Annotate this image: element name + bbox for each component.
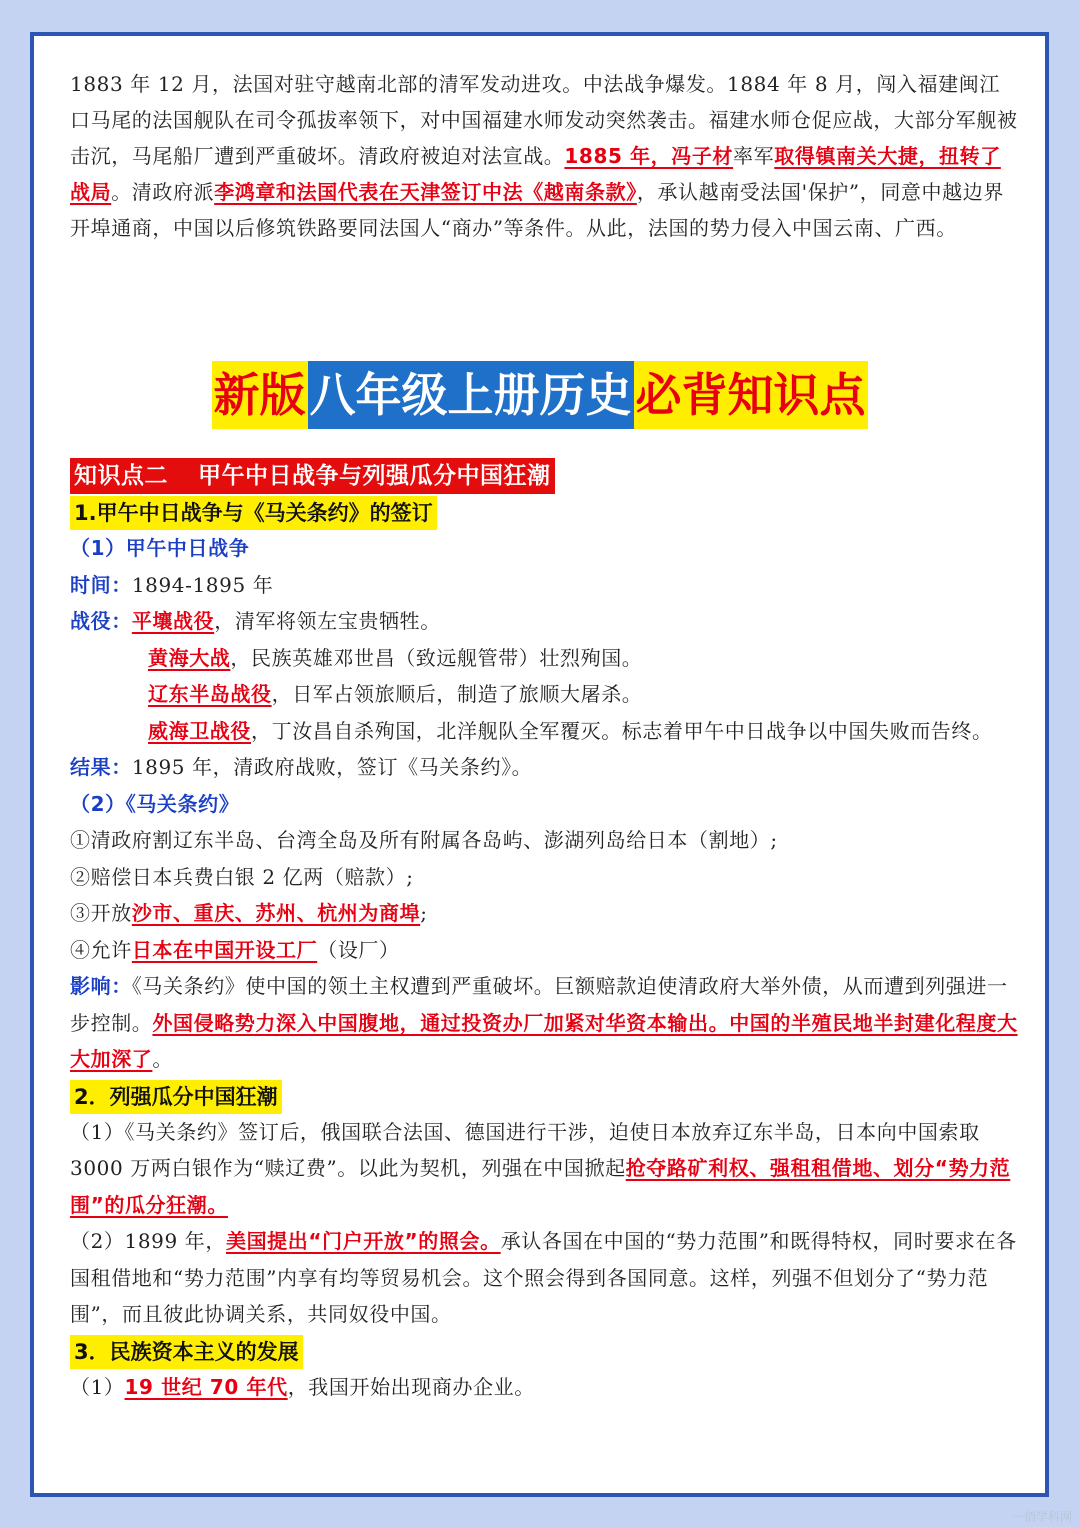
paragraph-text: ，承认越南受法国'保护”，同意中越边界开埠通商，中国以后修筑铁路要同法国人“商办”等条件。从此，法国的势力侵入中国云南、广西。 bbox=[70, 180, 1004, 240]
subheading-1: 1.甲午中日战争与《马关条约》的签订 bbox=[70, 496, 437, 530]
battle-label: 战役： bbox=[70, 609, 132, 633]
result-label: 结果： bbox=[70, 755, 132, 779]
partition-para-2 bbox=[70, 1223, 1020, 1333]
banner-part-2: 八年级上册历史 bbox=[308, 361, 634, 429]
battle-row-4 bbox=[70, 713, 1020, 750]
battle-name: 辽东半岛战役 bbox=[148, 682, 272, 706]
section-number: 知识点二 bbox=[74, 463, 168, 489]
impact-text: 。 bbox=[152, 1047, 174, 1071]
treaty-item-1: ①清政府割辽东半岛、台湾全岛及所有附属各岛屿、澎湖列岛给日本（割地）; bbox=[70, 828, 778, 852]
treaty-text: （设厂） bbox=[317, 937, 400, 962]
time-row bbox=[70, 567, 1020, 604]
treaty-highlight: 沙市、重庆、苏州、杭州为商埠 bbox=[131, 901, 421, 925]
result-value: 1895 年，清政府战败，签订《马关条约》。 bbox=[131, 755, 533, 779]
subheading-2: 2．列强瓜分中国狂潮 bbox=[70, 1080, 282, 1114]
impact-row bbox=[70, 968, 1020, 1078]
paragraph-text: 率军 bbox=[733, 144, 775, 168]
battle-name: 威海卫战役 bbox=[148, 718, 251, 743]
battle-row-1 bbox=[70, 603, 1020, 640]
partition-highlight: 美国提出“门户开放”的照会。 bbox=[225, 1229, 501, 1253]
treaty-item-4 bbox=[70, 932, 1020, 969]
section-heading: 甲午中日战争与列强瓜分中国狂潮 bbox=[198, 463, 551, 489]
banner-part-1: 新版 bbox=[212, 361, 308, 429]
sino-french-war-paragraph bbox=[70, 66, 1020, 246]
partition-para-1 bbox=[70, 1114, 1020, 1224]
partition-highlight: 抢夺路矿利权、强租租借地、划分“势力范围”的瓜分狂潮。 bbox=[70, 1156, 1011, 1217]
partition-text: 承认各国在中国的“势力范围”和既得特权，同时要求在各国租借地和“势力范围”内享有均等贸易机会。这个照会得到各国同意。这样，列强不但划分了“势力范围”，而且彼此协调关系，共同奴役中国。 bbox=[70, 1229, 1017, 1326]
treaty-text: ③开放 bbox=[70, 901, 132, 925]
battle-desc: ，丁汝昌自杀殉国，北洋舰队全军覆灭。标志着甲午中日战争以中国失败而告终。 bbox=[251, 718, 993, 743]
document-page bbox=[30, 32, 1049, 1497]
battle-desc: ，日军占领旅顺后，制造了旅顺大屠杀。 bbox=[271, 682, 643, 706]
title-banner bbox=[34, 361, 1045, 429]
impact-highlight: 外国侵略势力深入中国腹地，通过投资办厂加紧对华资本输出。中国的半殖民地半封建化程度大大加深了 bbox=[70, 1010, 1018, 1071]
paragraph-text: 1883 年 12 月，法国对驻守越南北部的清军发动进攻。中法战争爆发。1884 年 8 月，闯入福建闽江口马尾的法国舰队在司令孤拔率领下，对中国福建水师发动突然袭击。福建水师仓促应战，大部分军舰被击沉，马尾船厂遭到严重破坏。清政府被迫对法宣战。 bbox=[70, 72, 1018, 168]
capitalism-highlight: 19 世纪 70 年代 bbox=[124, 1374, 288, 1399]
subheading-1-1-text: （1）甲午中日战争 bbox=[70, 536, 250, 560]
capitalism-text: （1） bbox=[70, 1374, 125, 1399]
time-label: 时间： bbox=[70, 572, 132, 597]
treaty-highlight: 日本在中国开设工厂 bbox=[131, 937, 318, 962]
highlight-1885: 1885 年，冯子材 bbox=[564, 144, 734, 168]
battle-name: 黄海大战 bbox=[148, 645, 231, 670]
impact-text: 《马关条约》使中国的领土主权遭到严重破坏。巨额赔款迫使清政府大举外债，从而遭到列强进一步控制。 bbox=[70, 974, 1008, 1035]
subheading-1-2 bbox=[70, 786, 1020, 823]
capitalism-para-1 bbox=[70, 1369, 1020, 1406]
battle-row-2 bbox=[70, 640, 1020, 677]
banner-part-3: 必背知识点 bbox=[634, 361, 868, 429]
paragraph-text: 。清政府派 bbox=[111, 180, 215, 204]
highlight-treaty: 李鸿章和法国代表在天津签订中法《越南条款》 bbox=[214, 180, 637, 204]
treaty-text: ; bbox=[420, 901, 428, 925]
subheading-1-2-text: （2）《马关条约》 bbox=[70, 791, 240, 816]
subheading-3: 3．民族资本主义的发展 bbox=[70, 1335, 303, 1369]
treaty-text: ④允许 bbox=[70, 937, 132, 962]
impact-label: 影响： bbox=[70, 974, 132, 998]
treaty-item-3 bbox=[70, 895, 1020, 932]
battle-desc: ，民族英雄邓世昌（致远舰管带）壮烈殉国。 bbox=[230, 645, 643, 670]
subheading-1-1 bbox=[70, 530, 1020, 567]
knowledge-section bbox=[70, 458, 1020, 1405]
highlight-zhennanguan: 取得镇南关大捷，扭转了战局 bbox=[70, 144, 1001, 204]
result-row bbox=[70, 749, 1020, 786]
treaty-item-2: ②赔偿日本兵费白银 2 亿两（赔款）; bbox=[70, 864, 414, 889]
battle-row-3 bbox=[70, 676, 1020, 713]
section-title bbox=[70, 458, 555, 494]
capitalism-text: ，我国开始出现商办企业。 bbox=[287, 1374, 535, 1399]
partition-text: （2）1899 年， bbox=[70, 1229, 226, 1253]
partition-text: （1）《马关条约》签订后，俄国联合法国、德国进行干涉，迫使日本放弃辽东半岛，日本向中国索取 3000 万两白银作为“赎辽费”。以此为契机，列强在中国掀起 bbox=[70, 1119, 980, 1180]
time-value: 1894-1895 年 bbox=[131, 572, 274, 597]
battle-desc: ，清军将领左宝贵牺牲。 bbox=[214, 609, 441, 633]
top-paragraph bbox=[70, 66, 1020, 246]
battle-name: 平壤战役 bbox=[131, 609, 215, 633]
watermark: 一佰学科网 bbox=[1011, 1510, 1072, 1524]
